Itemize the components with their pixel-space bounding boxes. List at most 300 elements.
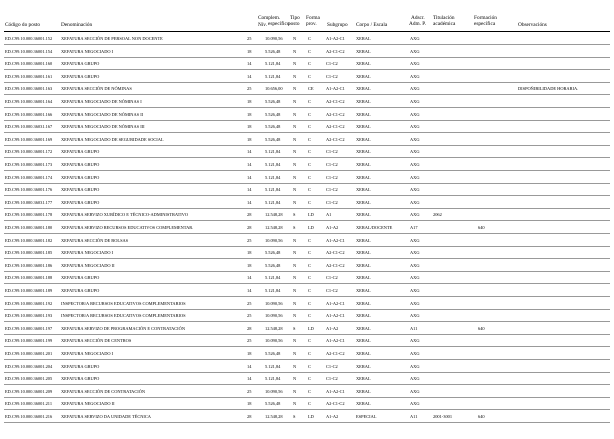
- table-row: [0, 58, 614, 70]
- header-observaciones: Observacións: [518, 22, 547, 28]
- cell-adscr: AXG: [410, 162, 420, 167]
- cell-adscr: AXG: [410, 136, 420, 142]
- cell-corpo: XERAL: [356, 99, 371, 104]
- cell-denominacion: XEFATURA NEGOCIADO DE NÓMINAS III: [61, 124, 145, 130]
- cell-corpo: XERAL: [356, 401, 371, 407]
- cell-corpo: XERAL: [356, 73, 371, 79]
- cell-complemento: 5.121,84: [265, 199, 281, 205]
- cell-corpo: XERAL/DOCENTE: [356, 225, 393, 230]
- cell-codigo: ED.C99.10.000.36001.197: [5, 325, 53, 331]
- cell-nivel: 28: [247, 212, 252, 218]
- cell-codigo: ED.C99.10.000.36001.189: [5, 288, 53, 293]
- cell-adscr: AXG: [410, 376, 420, 382]
- cell-adscr: AXG: [410, 275, 420, 281]
- cell-subgrupo: A2-C1-C2: [326, 99, 345, 104]
- cell-denominacion: XEFATURA GRUPO: [61, 73, 100, 79]
- table-row: [0, 310, 614, 322]
- header-formacion-2: específica: [474, 21, 496, 27]
- cell-nivel: 18: [247, 48, 252, 54]
- cell-adscr: AXG: [410, 111, 420, 117]
- cell-nivel: 28: [247, 225, 252, 230]
- cell-subgrupo: A1-A2-C1: [326, 237, 345, 243]
- cell-denominacion: INSPECTOR/A RECURSOS EDUCATIVOS COMPLEMENTARIOS: [61, 313, 186, 319]
- cell-denominacion: XEFATURA GRUPO: [61, 275, 100, 281]
- cell-forma: C: [308, 363, 311, 369]
- cell-subgrupo: C1-C2: [326, 363, 338, 369]
- table-row: [0, 121, 614, 133]
- cell-subgrupo: A1-A2-C1: [326, 338, 345, 344]
- cell-tipo: S: [293, 225, 296, 230]
- cell-nivel: 14: [247, 149, 252, 155]
- cell-codigo: ED.C99.10.000.36001.173: [5, 162, 53, 167]
- table-row: [0, 159, 614, 171]
- cell-nivel: 25: [247, 388, 252, 394]
- cell-nivel: 18: [247, 136, 252, 142]
- header-tipo-2: posto: [288, 21, 300, 27]
- cell-forma: C: [308, 250, 311, 256]
- cell-tipo: N: [293, 48, 297, 54]
- cell-formacion: 640: [478, 414, 485, 419]
- cell-adscr: AXG: [410, 212, 420, 218]
- table-row: [0, 247, 614, 259]
- cell-forma: C: [308, 162, 311, 167]
- cell-nivel: 18: [247, 99, 252, 104]
- table-row: [0, 146, 614, 158]
- cell-titulacion: 2062: [433, 212, 442, 218]
- cell-forma: C: [308, 313, 311, 319]
- cell-nivel: 14: [247, 199, 252, 205]
- cell-forma: C: [308, 187, 311, 193]
- cell-codigo: ED.C99.10.000.36001.178: [5, 212, 53, 218]
- cell-denominacion: XEFATURA NEGOCIADO I: [61, 48, 114, 54]
- cell-corpo: XERAL: [356, 250, 371, 256]
- cell-adscr: AXG: [410, 237, 420, 243]
- cell-forma: C: [308, 401, 311, 407]
- header-complem-2: específico: [268, 21, 290, 27]
- table-row: [0, 96, 614, 108]
- table-row: [0, 209, 614, 221]
- cell-denominacion: XEFATURA SECCIÓN DE NÓMINAS: [61, 86, 132, 92]
- cell-corpo: XERAL: [356, 36, 371, 41]
- cell-nivel: 18: [247, 250, 252, 256]
- header-tipo-1: Tipo: [290, 15, 300, 21]
- cell-denominacion: XEFATURA GRUPO: [61, 61, 100, 67]
- cell-subgrupo: A2-C1-C2: [326, 262, 345, 268]
- cell-forma: C: [308, 136, 311, 142]
- cell-denominacion: XEFATURA NEGOCIADO DE SEGURIDADE SOCIAL: [61, 136, 164, 142]
- cell-forma: C: [308, 124, 311, 130]
- header-titulacion-1: Titulación: [433, 15, 455, 21]
- cell-denominacion: XEFATURA SECCIÓN DE CONTRATACIÓN: [61, 388, 146, 394]
- cell-codigo: ED.C99.10.000.36001.205: [5, 376, 53, 382]
- cell-subgrupo: A2-C1-C2: [326, 111, 345, 117]
- cell-tipo: N: [293, 376, 297, 382]
- cell-tipo: N: [293, 199, 297, 205]
- cell-complemento: 5.121,84: [265, 187, 281, 193]
- cell-subgrupo: C1-C2: [326, 288, 338, 293]
- cell-nivel: 28: [247, 325, 252, 331]
- cell-codigo: ED.C99.10.000.36001.161: [5, 73, 53, 79]
- cell-codigo: ED.C99.10.000.36001.163: [5, 86, 53, 92]
- cell-corpo: XERAL: [356, 174, 371, 180]
- cell-adscr: A17: [410, 225, 418, 230]
- cell-complemento: 5.526,48: [265, 99, 281, 104]
- cell-forma: C: [308, 174, 311, 180]
- cell-nivel: 25: [247, 313, 252, 319]
- cell-subgrupo: C1-C2: [326, 73, 338, 79]
- cell-corpo: XERAL: [356, 86, 371, 92]
- table-row: [0, 411, 614, 423]
- cell-corpo: XERAL: [356, 300, 371, 306]
- cell-nivel: 14: [247, 288, 252, 293]
- cell-adscr: AXG: [410, 124, 420, 130]
- cell-codigo: ED.C99.10.000.36001.166: [5, 111, 53, 117]
- header-codigo: Código do posto: [5, 22, 41, 28]
- cell-denominacion: XEFATURA NEGOCIADO II: [61, 262, 115, 268]
- cell-tipo: N: [293, 262, 297, 268]
- cell-tipo: N: [293, 300, 297, 306]
- cell-complemento: 5.526,48: [265, 48, 281, 54]
- cell-corpo: XERAL: [356, 351, 371, 356]
- cell-codigo: ED.C99.10.000.36001.201: [5, 351, 53, 356]
- cell-subgrupo: A1-A2: [326, 325, 339, 331]
- cell-subgrupo: A1-A2-C1: [326, 313, 345, 319]
- cell-codigo: ED.C99.10.000.36001.174: [5, 174, 53, 180]
- cell-tipo: N: [293, 388, 297, 394]
- table-row: [0, 348, 614, 360]
- table-row: [0, 134, 614, 146]
- table-row: [0, 272, 614, 284]
- cell-tipo: N: [293, 136, 297, 142]
- cell-corpo: XERAL: [356, 199, 371, 205]
- cell-adscr: AXG: [410, 48, 420, 54]
- cell-tipo: N: [293, 313, 297, 319]
- header-forma-1: Forma: [306, 15, 320, 21]
- cell-nivel: 14: [247, 61, 252, 67]
- cell-corpo: XERAL: [356, 363, 371, 369]
- cell-denominacion: XEFATURA GRUPO: [61, 363, 100, 369]
- cell-subgrupo: A1-A2: [326, 414, 339, 419]
- cell-denominacion: XEFATURA SERVIZO RECURSOS EDUCATIVOS COMPLEMENTAR.: [61, 225, 194, 230]
- cell-tipo: N: [293, 73, 297, 79]
- cell-tipo: N: [293, 351, 297, 356]
- cell-tipo: N: [293, 36, 297, 41]
- table-row: [0, 33, 614, 45]
- cell-nivel: 18: [247, 401, 252, 407]
- cell-forma: C: [308, 288, 311, 293]
- cell-forma: C: [308, 48, 311, 54]
- cell-codigo: ED.C99.10.000.36001.186: [5, 262, 53, 268]
- cell-codigo: ED.C99.10.000.36001.160: [5, 61, 53, 67]
- cell-forma: C: [308, 275, 311, 281]
- cell-complemento: 5.526,48: [265, 351, 281, 356]
- cell-tipo: N: [293, 363, 297, 369]
- cell-complemento: 5.121,84: [265, 73, 281, 79]
- cell-codigo: ED.C99.10.000.36001.192: [5, 300, 53, 306]
- cell-codigo: ED.C99.10.000.36001.188: [5, 275, 53, 281]
- cell-corpo: XERAL: [356, 162, 371, 167]
- cell-codigo: ED.C99.10.000.36031.167: [5, 124, 53, 130]
- table-row: [0, 109, 614, 121]
- cell-tipo: S: [293, 325, 296, 331]
- cell-tipo: N: [293, 338, 297, 344]
- cell-codigo: ED.C99.10.000.36001.176: [5, 187, 53, 193]
- cell-codigo: ED.C99.10.000.36001.154: [5, 48, 53, 54]
- cell-subgrupo: A2-C1-C2: [326, 48, 345, 54]
- cell-subgrupo: C1-C2: [326, 187, 338, 193]
- cell-forma: C: [308, 388, 311, 394]
- cell-formacion: 640: [478, 225, 485, 230]
- cell-tipo: N: [293, 275, 297, 281]
- cell-subgrupo: A1-A2: [326, 225, 339, 230]
- cell-complemento: 12.548,28: [265, 325, 283, 331]
- cell-subgrupo: C1-C2: [326, 61, 338, 67]
- cell-denominacion: XEFATURA GRUPO: [61, 199, 100, 205]
- cell-denominacion: XEFATURA SECCIÓN DE PERSOAL NON DOCENTE: [61, 36, 163, 41]
- table-row: [0, 184, 614, 196]
- cell-denominacion: XEFATURA SECCIÓN DE CENTROS: [61, 338, 132, 344]
- cell-subgrupo: A2-C1-C2: [326, 136, 345, 142]
- cell-adscr: AXG: [410, 300, 420, 306]
- cell-nivel: 14: [247, 174, 252, 180]
- table-row: [0, 398, 614, 410]
- cell-denominacion: XEFATURA NEGOCIADO II: [61, 401, 115, 407]
- cell-denominacion: XEFATURA NEGOCIADO DE NÓMINAS II: [61, 111, 144, 117]
- cell-complemento: 5.121,84: [265, 376, 281, 382]
- cell-complemento: 10.090,56: [265, 300, 283, 306]
- cell-tipo: N: [293, 288, 297, 293]
- cell-denominacion: INSPECTOR/A RECURSOS EDUCATIVOS COMPLEMENTARIOS: [61, 300, 186, 306]
- header-forma-2: prov.: [306, 21, 317, 27]
- cell-corpo: XERAL: [356, 124, 371, 130]
- cell-forma: C: [308, 338, 311, 344]
- cell-subgrupo: A2-C1-C2: [326, 250, 345, 256]
- header-nivel: Nív.: [258, 22, 267, 28]
- table-row: [0, 172, 614, 184]
- cell-subgrupo: A2-C1-C2: [326, 401, 345, 407]
- cell-subgrupo: A1-A2-C1: [326, 36, 345, 41]
- cell-corpo: XERAL: [356, 187, 371, 193]
- cell-nivel: 25: [247, 36, 252, 41]
- cell-corpo: XERAL: [356, 325, 371, 331]
- cell-complemento: 5.526,48: [265, 124, 281, 130]
- header-divider: [4, 31, 610, 32]
- cell-forma: C: [308, 376, 311, 382]
- table-row: [0, 386, 614, 398]
- cell-complemento: 5.121,84: [265, 288, 281, 293]
- cell-subgrupo: A1: [326, 212, 332, 218]
- cell-nivel: 14: [247, 363, 252, 369]
- cell-codigo: ED.C99.10.000.36001.211: [5, 401, 53, 407]
- cell-corpo: XERAL: [356, 149, 371, 155]
- cell-codigo: ED.C99.10.000.36001.169: [5, 136, 53, 142]
- cell-complemento: 12.548,28: [265, 414, 283, 419]
- table-row: [0, 46, 614, 58]
- cell-adscr: AXG: [410, 86, 420, 92]
- cell-corpo: XERAL: [356, 136, 371, 142]
- cell-codigo: ED.C99.10.000.36001.216: [5, 414, 53, 419]
- table-row: [0, 222, 614, 234]
- cell-subgrupo: C1-C2: [326, 149, 338, 155]
- cell-forma: C: [308, 262, 311, 268]
- cell-subgrupo: A1-A2-C1: [326, 86, 345, 92]
- cell-forma: CE: [308, 86, 314, 92]
- cell-complemento: 10.090,56: [265, 313, 283, 319]
- cell-complemento: 5.526,48: [265, 262, 281, 268]
- cell-complemento: 10.090,56: [265, 338, 283, 344]
- cell-adscr: AXG: [410, 199, 420, 205]
- cell-forma: LD: [308, 225, 314, 230]
- cell-formacion: 640: [478, 325, 485, 331]
- cell-forma: C: [308, 36, 311, 41]
- cell-complemento: 10.656,00: [265, 86, 283, 92]
- cell-complemento: 5.121,84: [265, 174, 281, 180]
- cell-nivel: 18: [247, 124, 252, 130]
- cell-adscr: A11: [410, 325, 418, 331]
- cell-forma: C: [308, 61, 311, 67]
- cell-subgrupo: A2-C1-C2: [326, 351, 345, 356]
- cell-nivel: 18: [247, 262, 252, 268]
- cell-tipo: N: [293, 250, 297, 256]
- cell-tipo: N: [293, 86, 297, 92]
- cell-corpo: XERAL: [356, 61, 371, 67]
- cell-adscr: AXG: [410, 288, 420, 293]
- cell-corpo: XERAL: [356, 262, 371, 268]
- cell-codigo: ED.C99.10.000.36001.152: [5, 36, 53, 41]
- cell-codigo: ED.C99.10.000.36001.172: [5, 149, 53, 155]
- table-row: [0, 83, 614, 95]
- cell-denominacion: XEFATURA SERVIZO DE PROGRAMACIÓN E CONTRATACIÓN: [61, 325, 185, 331]
- cell-forma: C: [308, 199, 311, 205]
- cell-adscr: AXG: [410, 73, 420, 79]
- table-row: [0, 285, 614, 297]
- table-row: [0, 71, 614, 83]
- header-adscr-2: Adm. P.: [409, 21, 426, 27]
- cell-adscr: AXG: [410, 351, 420, 356]
- cell-denominacion: XEFATURA GRUPO: [61, 162, 100, 167]
- cell-tipo: N: [293, 61, 297, 67]
- cell-codigo: ED.C99.10.000.36001.180: [5, 225, 53, 230]
- cell-complemento: 10.090,56: [265, 237, 283, 243]
- cell-denominacion: XEFATURA GRUPO: [61, 149, 100, 155]
- cell-subgrupo: C1-C2: [326, 376, 338, 382]
- cell-adscr: AXG: [410, 363, 420, 369]
- cell-codigo: ED.C99.10.000.36001.185: [5, 250, 53, 256]
- cell-codigo: ED.C99.10.000.36001.193: [5, 313, 53, 319]
- cell-nivel: 14: [247, 73, 252, 79]
- cell-corpo: XERAL: [356, 237, 371, 243]
- cell-adscr: AXG: [410, 174, 420, 180]
- cell-nivel: 25: [247, 300, 252, 306]
- cell-tipo: N: [293, 111, 297, 117]
- cell-adscr: AXG: [410, 313, 420, 319]
- cell-corpo: XERAL: [356, 111, 371, 117]
- cell-forma: C: [308, 73, 311, 79]
- cell-subgrupo: C1-C2: [326, 162, 338, 167]
- cell-adscr: AXG: [410, 99, 420, 104]
- cell-denominacion: XEFATURA GRUPO: [61, 376, 100, 382]
- cell-adscr: A11: [410, 414, 418, 419]
- cell-complemento: 10.090,56: [265, 388, 283, 394]
- cell-observacions: DISPOÑIBILIDADE HORARIA.: [518, 86, 579, 92]
- cell-denominacion: XEFATURA SECCIÓN DE BOLSAS: [61, 237, 129, 243]
- cell-complemento: 5.526,48: [265, 401, 281, 407]
- cell-tipo: N: [293, 401, 297, 407]
- cell-denominacion: XEFATURA NEGOCIADO I: [61, 351, 114, 356]
- cell-nivel: 18: [247, 111, 252, 117]
- cell-complemento: 5.526,48: [265, 250, 281, 256]
- cell-adscr: AXG: [410, 149, 420, 155]
- cell-complemento: 5.121,84: [265, 162, 281, 167]
- cell-denominacion: XEFATURA GRUPO: [61, 187, 100, 193]
- cell-adscr: AXG: [410, 187, 420, 193]
- cell-nivel: 14: [247, 162, 252, 167]
- cell-subgrupo: C1-C2: [326, 199, 338, 205]
- cell-adscr: AXG: [410, 61, 420, 67]
- cell-nivel: 25: [247, 86, 252, 92]
- cell-denominacion: XEFATURA SERVIZO XURÍDICO E TÉCNICO-ADMINISTRATIVO: [61, 212, 189, 218]
- cell-complemento: 10.090,56: [265, 36, 283, 41]
- cell-tipo: N: [293, 162, 297, 167]
- cell-adscr: AXG: [410, 250, 420, 256]
- cell-forma: LD: [308, 325, 314, 331]
- cell-codigo: ED.C99.10.000.36031.177: [5, 199, 53, 205]
- cell-subgrupo: A2-C1-C2: [326, 124, 345, 130]
- cell-complemento: 5.121,84: [265, 61, 281, 67]
- cell-tipo: N: [293, 174, 297, 180]
- cell-subgrupo: C1-C2: [326, 275, 338, 281]
- cell-corpo: XERAL: [356, 338, 371, 344]
- table-row: [0, 373, 614, 385]
- header-complem-1: Complem.: [258, 15, 281, 21]
- row-divider: [4, 422, 610, 423]
- cell-corpo: XERAL: [356, 388, 371, 394]
- cell-nivel: 25: [247, 237, 252, 243]
- cell-adscr: AXG: [410, 36, 420, 41]
- cell-tipo: N: [293, 149, 297, 155]
- header-formacion-1: Formación: [474, 15, 497, 21]
- cell-complemento: 5.121,84: [265, 149, 281, 155]
- table-row: [0, 335, 614, 347]
- header-adscr-1: Adscr.: [411, 15, 425, 21]
- header-denominacion: Denominación: [61, 22, 93, 28]
- cell-tipo: S: [293, 414, 296, 419]
- cell-tipo: N: [293, 187, 297, 193]
- header-corpo: Corpo / Escala: [356, 22, 388, 28]
- cell-codigo: ED.C99.10.000.36001.209: [5, 388, 53, 394]
- cell-corpo: XERAL: [356, 288, 371, 293]
- cell-nivel: 28: [247, 414, 252, 419]
- header-subgrupo: Subgrupo: [327, 22, 348, 28]
- cell-forma: LD: [308, 414, 314, 419]
- cell-complemento: 12.548,28: [265, 225, 283, 230]
- cell-corpo: XERAL: [356, 376, 371, 382]
- cell-denominacion: XEFATURA GRUPO: [61, 174, 100, 180]
- cell-titulacion: 2001-3001: [433, 414, 453, 419]
- cell-adscr: AXG: [410, 262, 420, 268]
- header-titulacion-2: académica: [433, 21, 456, 27]
- cell-complemento: 5.121,84: [265, 275, 281, 281]
- cell-tipo: N: [293, 124, 297, 130]
- cell-adscr: AXG: [410, 401, 420, 407]
- cell-tipo: N: [293, 99, 297, 104]
- cell-forma: C: [308, 237, 311, 243]
- table-row: [0, 298, 614, 310]
- cell-nivel: 14: [247, 275, 252, 281]
- cell-subgrupo: A1-A2-C1: [326, 300, 345, 306]
- cell-complemento: 12.548,28: [265, 212, 283, 218]
- cell-adscr: AXG: [410, 338, 420, 344]
